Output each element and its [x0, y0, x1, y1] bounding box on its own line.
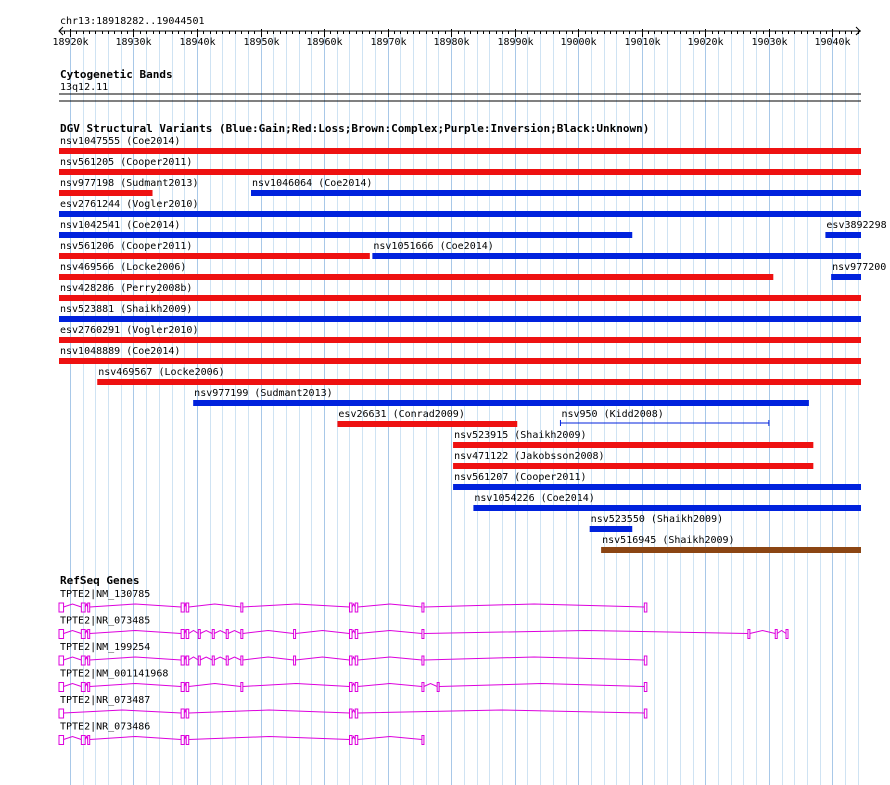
ruler-tick-label: 18990k — [497, 37, 534, 48]
refseq-intron — [189, 684, 241, 687]
ruler-tick-label: 19020k — [687, 37, 724, 48]
dgv-variant[interactable] — [560, 409, 768, 426]
refseq-features — [59, 589, 788, 745]
refseq-intron — [228, 657, 241, 660]
dgv-track-title: DGV Structural Variants (Blue:Gain;Red:Loss;Brown:Complex;Purple:Inversion;Black:Unknown) — [60, 122, 650, 135]
refseq-intron — [90, 657, 181, 660]
dgv-variant-label: esv2760291 (Vogler2010) — [60, 325, 199, 336]
refseq-exon — [349, 656, 352, 665]
refseq-intron — [424, 657, 644, 660]
dgv-variant-label: nsv516945 (Shaikh2009) — [602, 535, 735, 546]
dgv-variant-label: nsv469567 (Locke2006) — [98, 367, 225, 378]
dgv-variant-label: nsv950 (Kidd2008) — [561, 409, 664, 420]
refseq-intron — [189, 710, 350, 713]
dgv-variant[interactable] — [59, 325, 861, 343]
cytoband-track-title: Cytogenetic Bands — [60, 68, 173, 81]
refseq-exon — [181, 656, 184, 665]
refseq-intron — [90, 631, 181, 634]
dgv-variant-bar — [59, 253, 370, 259]
dgv-variant[interactable] — [59, 199, 861, 217]
refseq-intron — [189, 657, 199, 660]
dgv-variant[interactable] — [59, 262, 773, 280]
refseq-transcript-label: TPTE2|NM_199254 — [60, 642, 151, 653]
dgv-variant-label: esv3892298 — [826, 220, 887, 231]
refseq-exon — [644, 603, 647, 612]
refseq-exon — [241, 630, 243, 639]
dgv-variant-bar — [59, 274, 773, 280]
refseq-transcript-label: TPTE2|NM_001141968 — [60, 668, 169, 680]
refseq-intron — [64, 710, 182, 713]
dgv-variant[interactable] — [97, 367, 861, 385]
dgv-variant[interactable] — [337, 409, 517, 427]
refseq-exon — [88, 630, 90, 639]
refseq-intron — [243, 684, 350, 687]
refseq-intron — [189, 631, 199, 634]
refseq-transcript[interactable] — [59, 695, 647, 718]
refseq-transcript[interactable] — [59, 589, 647, 612]
dgv-track[interactable] — [59, 122, 887, 553]
refseq-intron — [295, 631, 349, 634]
refseq-exon — [644, 709, 647, 718]
refseq-exon — [212, 630, 214, 639]
refseq-intron — [189, 737, 350, 740]
dgv-variant[interactable] — [601, 535, 861, 553]
ruler-tick-label: 19010k — [624, 37, 661, 48]
refseq-intron — [64, 657, 82, 660]
dgv-variant-bar — [590, 526, 633, 532]
refseq-exon — [59, 736, 64, 745]
refseq-exon — [181, 709, 184, 718]
refseq-intron — [439, 684, 644, 687]
refseq-intron — [358, 657, 422, 660]
dgv-variant[interactable] — [590, 514, 723, 532]
refseq-intron — [424, 684, 437, 687]
refseq-exon — [241, 603, 243, 612]
ruler-tick-label: 19040k — [814, 37, 851, 48]
refseq-intron — [189, 604, 241, 607]
refseq-exon — [349, 603, 352, 612]
refseq-transcript-label: TPTE2|NR_073485 — [60, 615, 151, 627]
dgv-variant-bar — [59, 148, 861, 154]
dgv-variant-bar — [825, 232, 861, 238]
dgv-variant-bar — [453, 463, 813, 469]
dgv-variant[interactable] — [453, 472, 861, 490]
refseq-intron — [358, 604, 422, 607]
refseq-exon — [88, 603, 90, 612]
refseq-exon — [775, 630, 777, 639]
refseq-exon — [241, 656, 243, 665]
refseq-intron — [64, 604, 82, 607]
dgv-variant-label: nsv561205 (Cooper2011) — [60, 157, 193, 168]
background-grid — [71, 31, 859, 785]
dgv-variant-bar — [97, 379, 861, 385]
refseq-exon — [294, 630, 296, 639]
dgv-variant-label: nsv471122 (Jakobsson2008) — [454, 451, 605, 462]
dgv-variant[interactable] — [59, 136, 861, 154]
refseq-exon — [294, 656, 296, 665]
dgv-variant-label: nsv1046064 (Coe2014) — [252, 178, 373, 189]
refseq-exon — [355, 656, 358, 665]
dgv-variant-label: nsv428286 (Perry2008b) — [60, 283, 193, 294]
refseq-exon — [59, 656, 64, 665]
dgv-variant-label: nsv523915 (Shaikh2009) — [454, 430, 587, 441]
dgv-variant[interactable] — [453, 430, 813, 448]
refseq-intron — [228, 631, 241, 634]
refseq-intron — [214, 631, 226, 634]
dgv-variant-label: nsv1047555 (Coe2014) — [60, 136, 181, 147]
refseq-transcript[interactable] — [59, 669, 647, 692]
refseq-intron — [295, 657, 349, 660]
segment-label: chr13:18918282..19044501 — [60, 16, 205, 27]
dgv-variant-bar — [59, 337, 861, 343]
refseq-exon — [59, 603, 64, 612]
refseq-exon — [181, 603, 184, 612]
refseq-track-title: RefSeq Genes — [60, 574, 140, 587]
refseq-exon — [355, 603, 358, 612]
refseq-exon — [241, 683, 243, 692]
ruler-tick-label: 18960k — [306, 37, 343, 48]
dgv-variant-label: nsv523881 (Shaikh2009) — [60, 304, 193, 315]
refseq-exon — [644, 683, 647, 692]
refseq-exon — [59, 709, 64, 718]
refseq-exon — [422, 603, 424, 612]
refseq-exon — [88, 736, 90, 745]
refseq-exon — [422, 736, 424, 745]
refseq-exon — [748, 630, 750, 639]
refseq-exon — [422, 683, 424, 692]
dgv-variant[interactable] — [831, 262, 886, 280]
dgv-variant-bar — [251, 190, 861, 196]
refseq-intron — [243, 657, 294, 660]
dgv-variant[interactable] — [59, 220, 632, 238]
dgv-variant[interactable] — [59, 157, 861, 175]
refseq-exon — [355, 630, 358, 639]
dgv-variant-bar — [193, 400, 809, 406]
dgv-variant-bar — [831, 274, 861, 280]
ruler-tick-label: 18950k — [243, 37, 280, 48]
refseq-intron — [243, 604, 350, 607]
refseq-intron — [90, 737, 181, 740]
ruler-tick-label: 19000k — [560, 37, 597, 48]
refseq-exon — [181, 683, 184, 692]
dgv-variant[interactable] — [193, 388, 809, 406]
ruler-tick-label: 19030k — [751, 37, 788, 48]
dgv-variant-label: nsv469566 (Locke2006) — [60, 262, 187, 273]
refseq-transcript[interactable] — [59, 642, 647, 665]
refseq-transcript-label: TPTE2|NM_130785 — [60, 589, 151, 600]
refseq-exon — [198, 656, 200, 665]
dgv-variant[interactable] — [59, 283, 861, 301]
refseq-intron — [777, 631, 786, 634]
ruler-track[interactable] — [52, 16, 861, 48]
refseq-intron — [90, 604, 181, 607]
dgv-variant-label: esv26631 (Conrad2009) — [338, 409, 465, 420]
refseq-exon — [226, 630, 228, 639]
dgv-features — [59, 136, 887, 553]
ruler-tick-label: 18920k — [52, 37, 89, 48]
dgv-variant-bar — [59, 169, 861, 175]
refseq-intron — [358, 684, 422, 687]
refseq-exon — [186, 683, 189, 692]
ruler-tick-label: 18980k — [433, 37, 470, 48]
refseq-exon — [355, 736, 358, 745]
refseq-exon — [355, 683, 358, 692]
refseq-intron — [243, 631, 294, 634]
dgv-variant-label: nsv1051666 (Coe2014) — [373, 241, 494, 252]
refseq-exon — [181, 736, 184, 745]
dgv-variant[interactable] — [453, 451, 813, 469]
refseq-exon — [59, 630, 64, 639]
dgv-variant-label: nsv1042541 (Coe2014) — [60, 220, 181, 231]
dgv-variant-label: nsv977200 — [832, 262, 887, 273]
refseq-exon — [186, 709, 189, 718]
refseq-intron — [64, 631, 82, 634]
refseq-exon — [186, 630, 189, 639]
dgv-variant-bar — [453, 442, 813, 448]
refseq-exon — [186, 736, 189, 745]
ruler-ticks — [52, 29, 858, 48]
ruler-tick-label: 18970k — [370, 37, 407, 48]
refseq-intron — [64, 737, 82, 740]
refseq-exon — [644, 656, 647, 665]
ruler-tick-label: 18930k — [115, 37, 152, 48]
dgv-variant[interactable] — [59, 304, 861, 322]
refseq-exon — [186, 656, 189, 665]
refseq-transcript-label: TPTE2|NR_073487 — [60, 695, 151, 706]
refseq-exon — [181, 630, 184, 639]
refseq-intron — [358, 631, 422, 634]
refseq-transcript-label: TPTE2|NR_073486 — [60, 721, 151, 733]
refseq-exon — [349, 630, 352, 639]
dgv-variant-label: nsv977198 (Sudmant2013) — [60, 178, 199, 189]
refseq-exon — [88, 656, 90, 665]
dgv-variant-label: nsv561207 (Cooper2011) — [454, 472, 587, 483]
dgv-variant-label: nsv523550 (Shaikh2009) — [590, 514, 724, 525]
refseq-transcript[interactable] — [59, 616, 788, 639]
dgv-variant-bar — [59, 190, 153, 196]
refseq-exon — [422, 656, 424, 665]
refseq-exon — [186, 603, 189, 612]
refseq-exon — [349, 736, 352, 745]
refseq-intron — [214, 657, 226, 660]
refseq-exon — [226, 656, 228, 665]
refseq-intron — [424, 631, 748, 634]
ruler-tick-label: 18940k — [179, 37, 216, 48]
refseq-exon — [349, 709, 352, 718]
cytoband-label: 13q12.11 — [60, 82, 109, 93]
dgv-variant-label: nsv1054226 (Coe2014) — [474, 493, 595, 504]
dgv-variant[interactable] — [59, 241, 370, 259]
refseq-intron — [64, 684, 82, 687]
refseq-exon — [198, 630, 200, 639]
refseq-exon — [212, 656, 214, 665]
refseq-exon — [786, 630, 788, 639]
dgv-variant-bar — [59, 211, 861, 217]
refseq-exon — [59, 683, 64, 692]
refseq-intron — [750, 631, 775, 634]
dgv-variant-bar — [59, 295, 861, 301]
dgv-variant-label: nsv977199 (Sudmant2013) — [194, 388, 333, 399]
refseq-exon — [355, 709, 358, 718]
dgv-variant-bar — [337, 421, 517, 427]
refseq-intron — [90, 684, 181, 687]
refseq-track[interactable] — [59, 574, 788, 745]
dgv-variant[interactable] — [825, 220, 886, 238]
dgv-variant-label: nsv561206 (Cooper2011) — [60, 241, 193, 252]
dgv-variant-bar — [372, 253, 861, 259]
dgv-variant-label: esv2761244 (Vogler2010) — [60, 199, 199, 210]
dgv-variant-bar — [453, 484, 861, 490]
dgv-variant-bar — [601, 547, 861, 553]
refseq-exon — [422, 630, 424, 639]
dgv-variant[interactable] — [59, 346, 861, 364]
refseq-intron — [358, 737, 422, 740]
refseq-exon — [349, 683, 352, 692]
refseq-intron — [424, 604, 644, 607]
cytoband-track[interactable] — [59, 68, 861, 101]
dgv-variant-bar — [59, 358, 861, 364]
refseq-exon — [88, 683, 90, 692]
dgv-variant-bar — [59, 232, 632, 238]
dgv-variant[interactable] — [59, 178, 198, 196]
refseq-transcript[interactable] — [59, 722, 424, 745]
dgv-variant-bar — [59, 316, 861, 322]
dgv-variant-label: nsv1048889 (Coe2014) — [60, 346, 181, 357]
dgv-variant-bar — [473, 505, 861, 511]
